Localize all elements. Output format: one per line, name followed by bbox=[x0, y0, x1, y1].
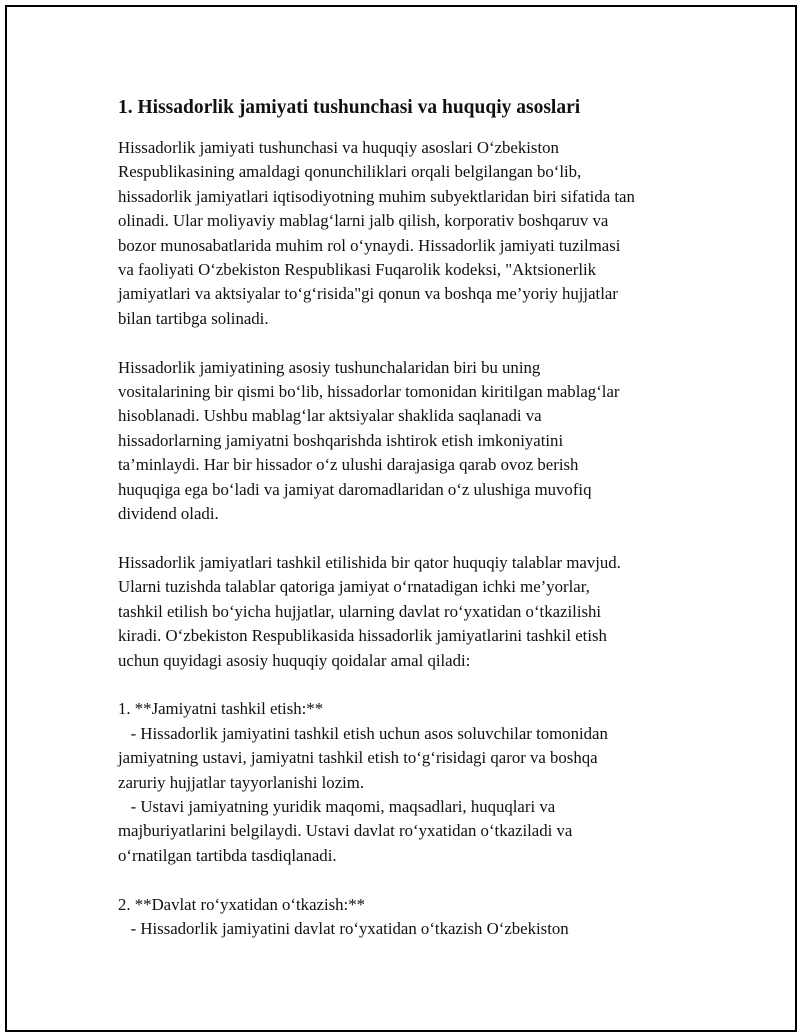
paragraph-spacer bbox=[118, 331, 698, 355]
document-body bbox=[118, 96, 698, 941]
paragraph-spacer bbox=[118, 868, 698, 892]
paragraph-3: Hissadorlik jamiyatlari tashkil etilishida bir qator huquqiy talablar mavjud. Ularni tuzishda talablar qatoriga jamiyat o‘rnatadigan ichki me’yorlar, tashkil etilish bo‘yicha hujjatlar, ularning davlat ro‘yxatidan o‘tkazilishi kiradi. O‘zbekiston Respublikasida hissadorlik jamiyatlarini tashkil etish uchun quyidagi asosiy huquqiy qoidalar amal qiladi: bbox=[118, 552, 621, 670]
paragraph-2: Hissadorlik jamiyatining asosiy tushunchalaridan biri bu uning vositalarining bir qismi bo‘lib, hissadorlar tomonidan kiritilgan mablag‘lar hisoblanadi. Ushbu mablag‘lar aktsiyalar shaklida saqlanadi va hissadorlarning jamiyatni boshqarishda ishtirok etish imkoniyatini ta’minlaydi. Har bir hissador o‘z ulushi darajasiga qarab ovoz berish huquqiga ega bo‘ladi va jamiyat daromadlaridan o‘z ulushiga muvofiq dividend oladi. bbox=[118, 357, 620, 524]
paragraph-spacer bbox=[118, 673, 698, 697]
paragraph-spacer bbox=[118, 526, 698, 550]
paragraph-1: Hissadorlik jamiyati tushunchasi va huquqiy asoslari O‘zbekiston Respublikasining amaldagi qonunchiliklari orqali belgilangan bo‘lib, hissadorlik jamiyatlari iqtisodiyotning muhim subyektlaridan biri sifatida tan olinadi. Ular moliyaviy mablag‘larni jalb qilish, korporativ boshqaruv va bozor munosabatlarida muhim rol o‘ynaydi. Hissadorlik jamiyati tuzilmasi va faoliyati O‘zbekiston Respublikasi Fuqarolik kodeksi, "Aktsionerlik jamiyatlari va aktsiyalar to‘g‘risida"gi qonun va boshqa me’yoriy hujjatlar bilan tartibga solinadi. bbox=[118, 138, 635, 328]
list-item-1: 1. **Jamiyatni tashkil etish:** - Hissadorlik jamiyatini tashkil etish uchun asos soluvchilar tomonidan jamiyatning ustavi, jamiyatni tashkil etish to‘g‘risidagi qaror va boshqa zaruriy hujjatlar tayyorlanishi lozim. - Ustavi jamiyatning yuridik maqomi, maqsadlari, huquqlari va majburiyatlarini belgilaydi. Ustavi davlat ro‘yxatidan o‘tkaziladi va o‘rnatilgan tartibda tasdiqlanadi. bbox=[118, 699, 608, 865]
section-heading: 1. Hissadorlik jamiyati tushunchasi va huquqiy asoslari bbox=[118, 97, 581, 118]
list-item-2: 2. **Davlat ro‘yxatidan o‘tkazish:** - Hissadorlik jamiyatini davlat ro‘yxatidan o‘tkazish O‘zbekiston bbox=[118, 894, 569, 938]
